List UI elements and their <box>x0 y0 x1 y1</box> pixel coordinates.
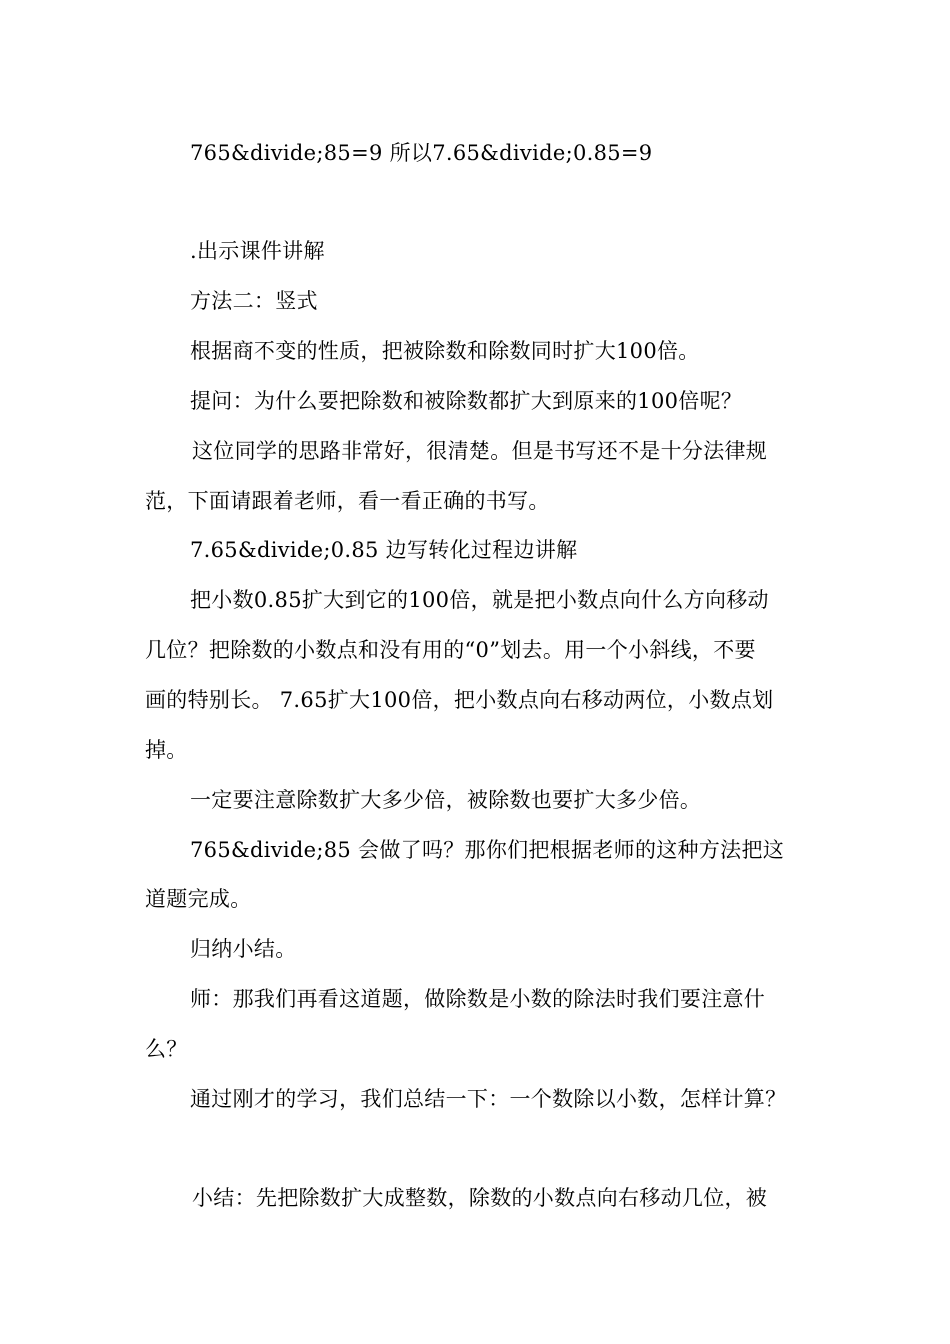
paragraph-line: 小结：先把除数扩大成整数，除数的小数点向右移动几位，被 <box>192 1186 768 1210</box>
paragraph-line: 画的特别长。 7.65扩大100倍，把小数点向右移动两位，小数点划 <box>145 688 774 712</box>
paragraph-line: 道题完成。 <box>145 887 252 911</box>
paragraph-line: 么？ <box>145 1037 188 1061</box>
paragraph-line: 这位同学的思路非常好，很清楚。但是书写还不是十分法律规 <box>192 439 768 463</box>
paragraph-line: 师：那我们再看这道题，做除数是小数的除法时我们要注意什 <box>190 987 766 1011</box>
paragraph-line: 方法二：竖式 <box>190 289 318 313</box>
paragraph-line: 提问：为什么要把除数和被除数都扩大到原来的100倍呢？ <box>190 389 743 413</box>
paragraph-line: 根据商不变的性质，把被除数和除数同时扩大100倍。 <box>190 339 700 363</box>
paragraph-line: .出示课件讲解 <box>190 239 325 263</box>
paragraph-line: 范，下面请跟着老师，看一看正确的书写。 <box>145 489 550 513</box>
paragraph-line: 通过刚才的学习，我们总结一下：一个数除以小数，怎样计算？ <box>190 1087 787 1111</box>
paragraph-line: 把小数0.85扩大到它的100倍，就是把小数点向什么方向移动 <box>190 588 769 612</box>
paragraph-line: 765&divide;85 会做了吗？那你们把根据老师的这种方法把这 <box>190 838 785 862</box>
paragraph-line: 掉。 <box>145 738 188 762</box>
paragraph-line: 7.65&divide;0.85 边写转化过程边讲解 <box>190 538 578 562</box>
paragraph-line: 归纳小结。 <box>190 937 297 961</box>
paragraph-line: 几位？把除数的小数点和没有用的“0”划去。用一个小斜线，不要 <box>145 638 756 662</box>
paragraph-line: 765&divide;85=9 所以7.65&divide;0.85=9 <box>190 141 653 165</box>
paragraph-line: 一定要注意除数扩大多少倍，被除数也要扩大多少倍。 <box>190 788 702 812</box>
